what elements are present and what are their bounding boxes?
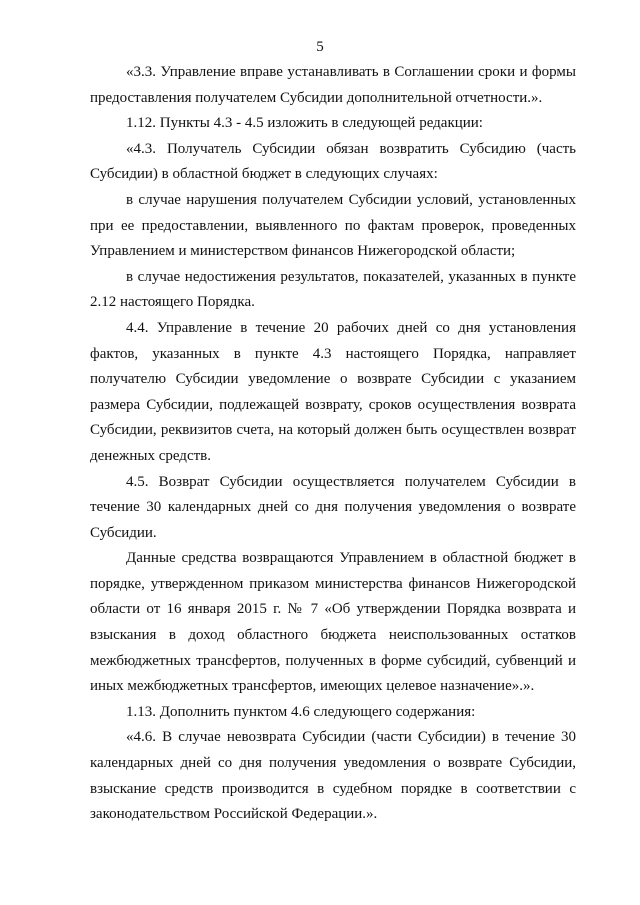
paragraph-4-3-case-results: в случае недостижения результатов, показателей, указанных в пункте 2.12 настоящего Порядка. <box>90 268 576 311</box>
paragraph-3-3: «3.3. Управление вправе устанавливать в Соглашении сроки и формы предоставления получателем Субсидии дополнительной отчетности.». <box>90 64 576 106</box>
paragraph-4-5: 4.5. Возврат Субсидии осуществляется получателем Субсидии в течение 30 календарных дней со дня получения уведомления о возврате Субсидии. <box>90 473 576 541</box>
page-number: 5 <box>316 39 324 55</box>
paragraph-funds-return: Данные средства возвращаются Управлением в областной бюджет в порядке, утвержденном приказом министерства финансов Нижегородской области от 16 января 2015 г. № 7 «Об утверждении Порядка возврата и взыскания в доход областного бюджета неиспользованных остатков межбюджетных трансфертов, полученных в форме субсидий, субвенций и иных межбюджетных трансфертов, имеющих целевое назначение».». <box>90 550 576 695</box>
paragraph-4-3: «4.3. Получатель Субсидии обязан возвратить Субсидию (часть Субсидии) в областной бюджет в следующих случаях: <box>90 140 576 183</box>
paragraph-4-4: 4.4. Управление в течение 20 рабочих дней со дня установления фактов, указанных в пункте 4.3 настоящего Порядка, направляет получателю Субсидии уведомление о возврате Субсидии с указанием размера Субсидии, подлежащей возврату, сроков осуществления возврата Субсидии, реквизитов счета, на который должен быть осуществлен возврат денежных средств. <box>90 319 576 464</box>
document-body <box>90 60 576 828</box>
paragraph-4-6: «4.6. В случае невозврата Субсидии (части Субсидии) в течение 30 календарных дней со дня получения уведомления о возврате Субсидии, взыскание средств производится в судебном порядке в соответствии с законодательством Российской Федерации.». <box>90 729 576 823</box>
paragraph-1-12: 1.12. Пункты 4.3 - 4.5 изложить в следующей редакции: <box>126 115 483 132</box>
paragraph-4-3-case-violation: в случае нарушения получателем Субсидии условий, установленных при ее предоставлении, выявленного по фактам проверок, проведенных Управлением и министерством финансов Нижегородской области; <box>90 191 576 260</box>
paragraph-1-13: 1.13. Дополнить пунктом 4.6 следующего содержания: <box>126 703 476 720</box>
